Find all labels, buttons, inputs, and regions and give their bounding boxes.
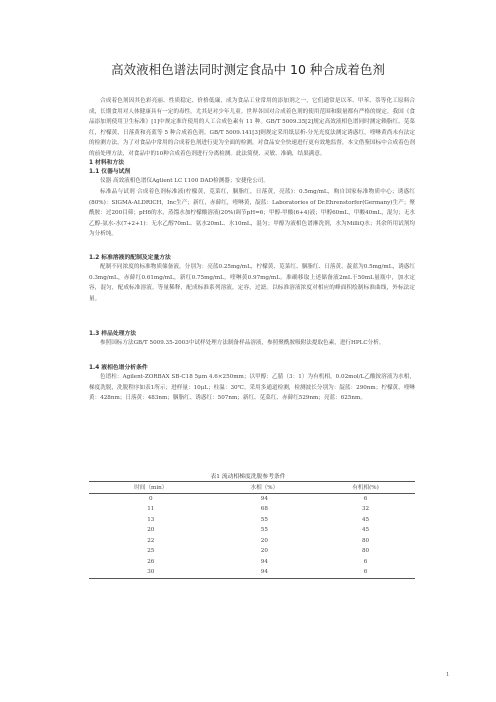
table-caption: 表1 流动相梯度洗脱参考条件 <box>210 474 286 480</box>
calibration-paragraph: 配制不同浓度的标准物质储备液，分别为：亮蓝0.25mg/mL，柠檬黄、苋菜红、胭脂红、日落黄、靛蓝为0.5mg/mL，诱惑红0.3mg/mL，赤藓红0.61mg/mL，新红0.75mg/mL，喹啉黄0.97mg/mL。准确移取上述储备液2mL于50mL量瓶中，加水定容，混匀，配成标准溶液。等量稀释，配成标准系列溶液，定容，过滤。以标准溶液浓度对相应的峰面积绘制标准曲线，外标法定量。 <box>89 264 415 302</box>
table-header-row <box>89 482 415 494</box>
cell-time: 13 <box>147 516 155 523</box>
section-heading-standard-solution: 1.2 标准溶液的配制及定量方法 <box>89 255 171 261</box>
standards-paragraph: 标准品与试剂 合成着色剂标准液(柠檬黄，苋菜红，胭脂红，日落黄，亮蓝)：0.5mg/mL，购自国家标准物质中心；诱惑红(80%)：SIGMA-ALDRICH，Inc生产；新红，赤藓红，喹啉黄，靛蓝：Laboratories of Dr.Ehrenstorfer(Germany)生产；聚酰胺：过200目筛；pH6的水，蒸馏水加柠檬酸溶液(20%)调节pH=6；甲醇-甲酸(6+4)液；甲醇60mL，甲酸40mL，混匀；无水乙醇-氨水-水(7+2+1)：无水乙醇70mL、氨水20mL、水10mL，混匀；甲醇为液相色谱淋洗剂，水为MilliQ水；其余所用试剂均为分析纯。 <box>89 189 415 238</box>
section-heading-materials-methods: 1 材料和方法 <box>89 160 125 166</box>
cell-organic: 6 <box>363 569 368 576</box>
cell-aqueous: 55 <box>260 516 268 523</box>
cell-organic: 45 <box>361 527 370 534</box>
cell-time: 30 <box>147 569 155 576</box>
section-heading-instruments: 1.1 仪器与试剂 <box>89 169 131 175</box>
page-number: 1 <box>446 672 450 678</box>
table-row <box>89 504 415 515</box>
cell-organic: 80 <box>361 548 370 555</box>
cell-time: 11 <box>147 506 155 513</box>
instrument-paragraph: 仪器 高效液相色谱仪Aglient LC 1100 DAD检测器；安捷伦公司。 <box>100 178 269 184</box>
cell-time: 25 <box>147 548 155 555</box>
table-row <box>89 493 415 504</box>
cell-aqueous: 20 <box>260 548 268 555</box>
cell-organic: 32 <box>361 506 370 513</box>
section-heading-hplc-conditions: 1.4 液相色谱分析条件 <box>89 365 148 371</box>
cell-aqueous: 94 <box>260 558 268 565</box>
cell-aqueous: 20 <box>260 537 268 544</box>
cell-organic: 6 <box>363 558 368 565</box>
table-row <box>89 525 415 536</box>
document-title: 高效液相色谱法同时测定食品中 10 种合成着色剂 <box>111 62 385 77</box>
gradient-table <box>89 481 415 579</box>
cell-organic: 80 <box>361 537 370 544</box>
cell-time: 22 <box>147 537 155 544</box>
table-row <box>89 567 415 578</box>
cell-organic: 6 <box>363 495 368 502</box>
cell-organic: 45 <box>361 516 370 523</box>
table-row <box>89 536 415 547</box>
cell-aqueous: 94 <box>260 495 268 502</box>
header-time: 时间（min） <box>134 485 168 492</box>
table-row <box>89 546 415 557</box>
hplc-conditions-paragraph: 色谱柱：Agilent-ZORBAX SB-C18 5μm 4.6×250mm；以甲醇：乙腈（3：1）为有机相，0.02mol/L乙酸铵溶液为水相，梯度洗脱，洗脱程序如表1所示；进样量：10μL；柱温：30℃。采用多通道检测，检测波长分别为：靛蓝：290nm；柠檬黄、喹啉黄：428nm；日落黄：483nm；胭脂红、诱惑红：507nm；新红、苋菜红、赤藓红529nm；亮蓝：625nm。 <box>89 374 415 402</box>
header-organic: 有机相(%) <box>352 485 379 492</box>
intro-paragraph: 合成着色剂因其色彩亮丽、性质稳定、价格低廉，成为食品工业常用的添加剂之一，它们通常是以苯、甲苯、萘等化工原料合成，长期食用对人体健康具有一定的毒性，尤其是对少年儿童。世界各国对合成着色剂的使用范围和限量都有严格的规定。我国《食品添加剂使用卫生标准》[1]中规定准许使用的人工合成色素有 11 种。GB/T 5009.35[2]规定高效液相色谱同时测定赖脂红、苋菜红，柠檬黄、日落黄和亮蓝等 5 种合成着色剂。GB/T 5009.141[3]则规定采用纸层析-分光光度法测定诱惑红，喹啉黄尚未有法定的检测方法。为了对食品中常用的合成着色剂进行更为全面的检测，对食品安全快速进行更有效地监督，本文借鉴国标中合成着色剂的前处理方法，对食品中的10种合成着色剂进行分离检测。此法简便、灵敏、准确，结果满意。 <box>89 98 415 157</box>
cell-time: 0 <box>149 495 153 502</box>
header-aqueous: 水相（%） <box>250 485 279 492</box>
cell-time: 26 <box>147 558 155 565</box>
cell-aqueous: 55 <box>260 527 268 534</box>
sample-paragraph: 参照国标方法GB/T 5009.35-2003中试样处理方法制备样品溶液，参照聚酰胺吸附法提取色素，进行HPLC分析。 <box>100 340 385 346</box>
cell-aqueous: 94 <box>260 569 268 576</box>
table-row <box>89 557 415 568</box>
section-heading-sample-treatment: 1.3 样品处理方法 <box>89 331 137 337</box>
table-row <box>89 515 415 526</box>
cell-aqueous: 68 <box>260 506 268 513</box>
cell-time: 20 <box>147 527 155 534</box>
